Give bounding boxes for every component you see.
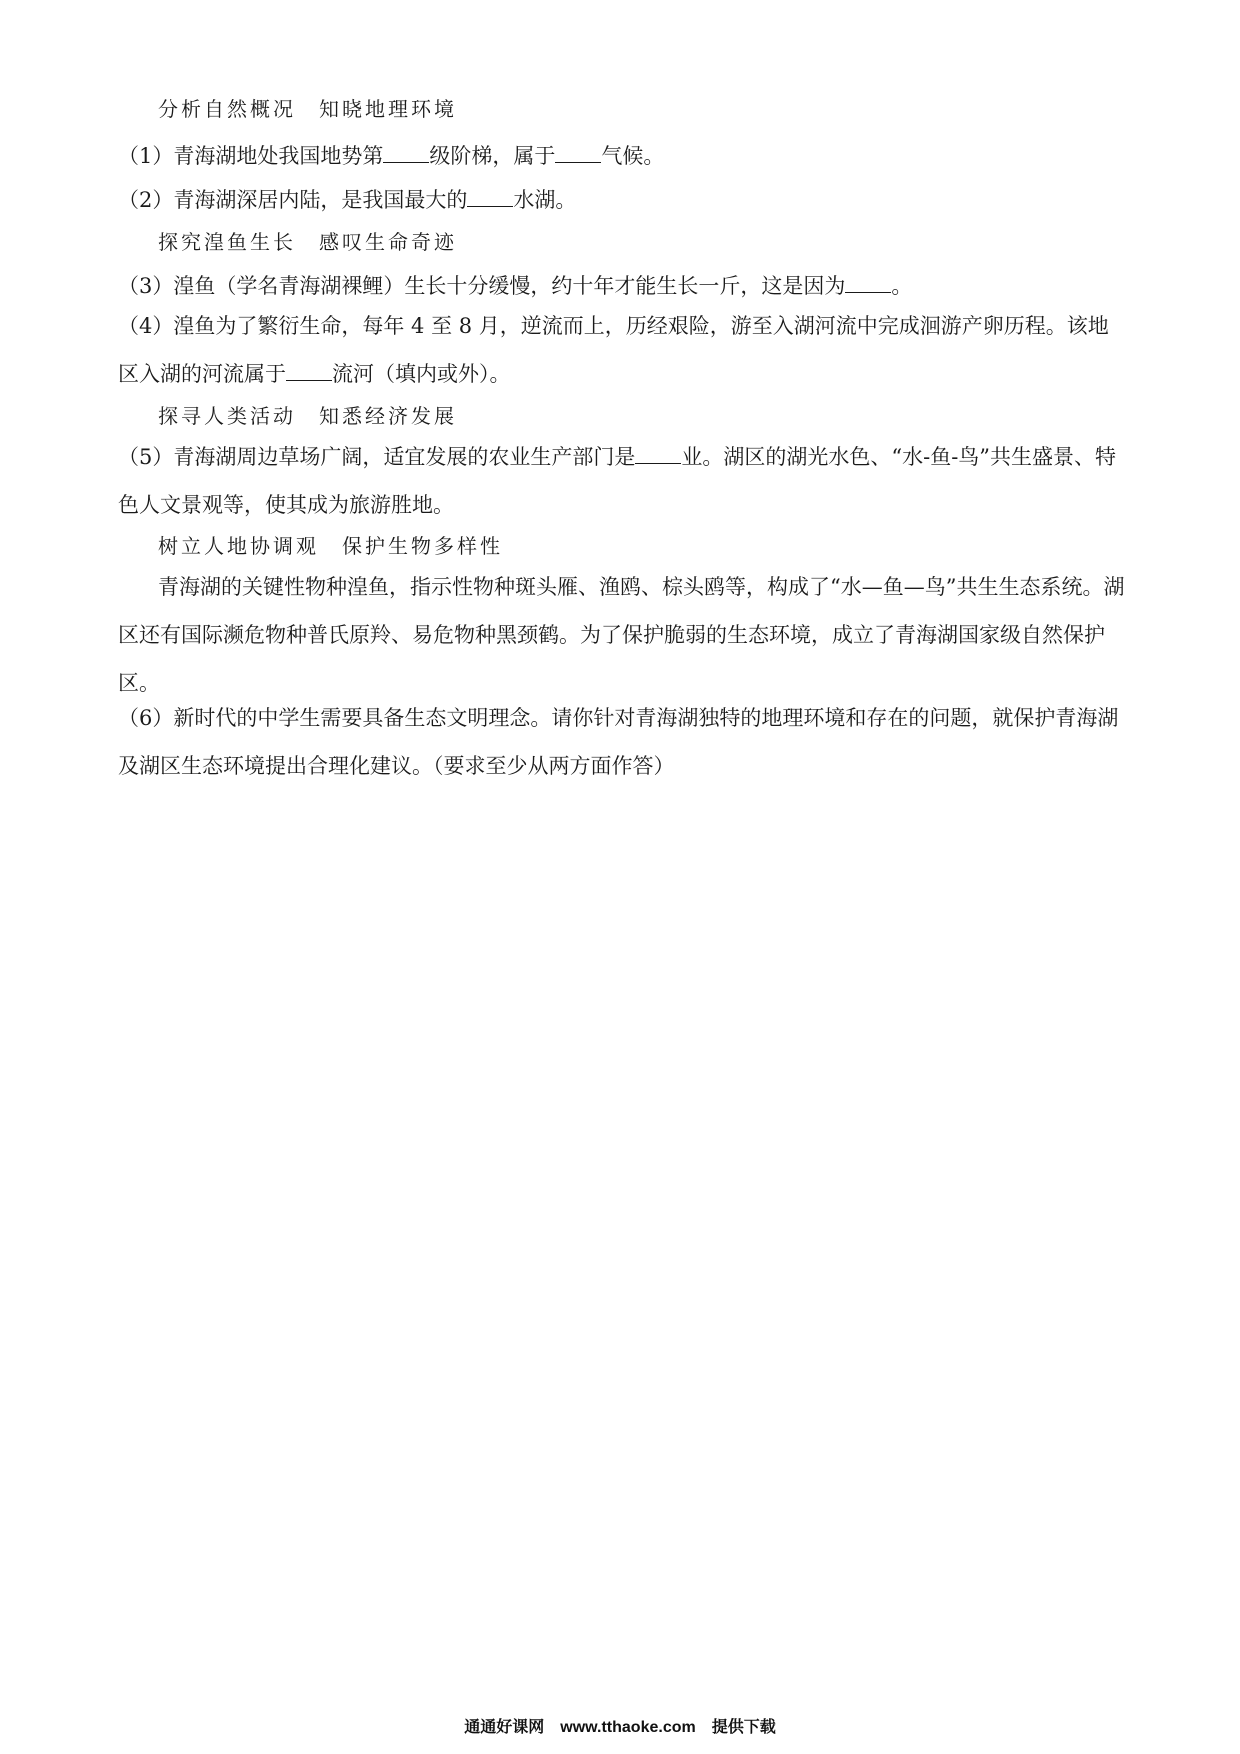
question-3 <box>118 270 912 300</box>
question-2-text-a: （2）青海湖深居内陆，是我国最大的 <box>118 188 468 212</box>
section-heading-human: 探寻人类活动 知悉经济发展 <box>158 404 457 428</box>
section-heading-biodiversity: 树立人地协调观 保护生物多样性 <box>158 534 503 558</box>
answer-blank-5 <box>635 445 681 464</box>
question-1-text-c: 气候。 <box>601 144 665 168</box>
question-5-text-b: 业。湖区的湖光水色、“水-鱼-鸟”共生盛景、特色人文景观等，使其成为旅游胜地。 <box>118 445 1117 517</box>
question-3-text-a: （3）湟鱼（学名青海湖裸鲤）生长十分缓慢，约十年才能生长一斤，这是因为 <box>118 274 846 298</box>
question-1-text-a: （1）青海湖地处我国地势第 <box>118 144 384 168</box>
answer-blank-2 <box>467 188 513 207</box>
biodiversity-paragraph: 青海湖的关键性物种湟鱼，指示性物种斑头雁、渔鸥、棕头鸥等，构成了“水—鱼—鸟”共生生态系统。湖区还有国际濒危物种普氏原羚、易危物种黑颈鹤。为了保护脆弱的生态环境，成立了青海湖国家级自然保护区。 <box>118 575 1125 695</box>
answer-blank-4 <box>286 362 332 381</box>
section-heading-fish: 探究湟鱼生长 感叹生命奇迹 <box>158 230 457 254</box>
question-2 <box>118 184 576 214</box>
question-4-text-b: 流河（填内或外）。 <box>332 362 511 386</box>
question-2-text-b: 水湖。 <box>513 188 577 212</box>
answer-blank-1b <box>555 144 601 163</box>
question-1-text-b: 级阶梯，属于 <box>429 144 556 168</box>
section-heading-nature: 分析自然概况 知晓地理环境 <box>158 97 457 121</box>
question-6: （6）新时代的中学生需要具备生态文明理念。请你针对青海湖独特的地理环境和存在的问题，就保护青海湖及湖区生态环境提出合理化建议。（要求至少从两方面作答） <box>118 706 1119 778</box>
question-4 <box>118 302 1128 398</box>
page-footer: 通通好课网 www.tthaoke.com 提供下载 <box>464 1719 776 1736</box>
answer-blank-3 <box>845 274 891 293</box>
question-4-text-a: （4）湟鱼为了繁衍生命，每年 4 至 8 月，逆流而上，历经艰险，游至入湖河流中完成洄游产卵历程。该地区入湖的河流属于 <box>118 314 1109 386</box>
question-5-text-a: （5）青海湖周边草场广阔，适宜发展的农业生产部门是 <box>118 445 636 469</box>
question-1 <box>118 140 664 170</box>
question-5 <box>118 433 1128 529</box>
question-3-text-b: 。 <box>891 274 913 298</box>
answer-blank-1a <box>383 144 429 163</box>
